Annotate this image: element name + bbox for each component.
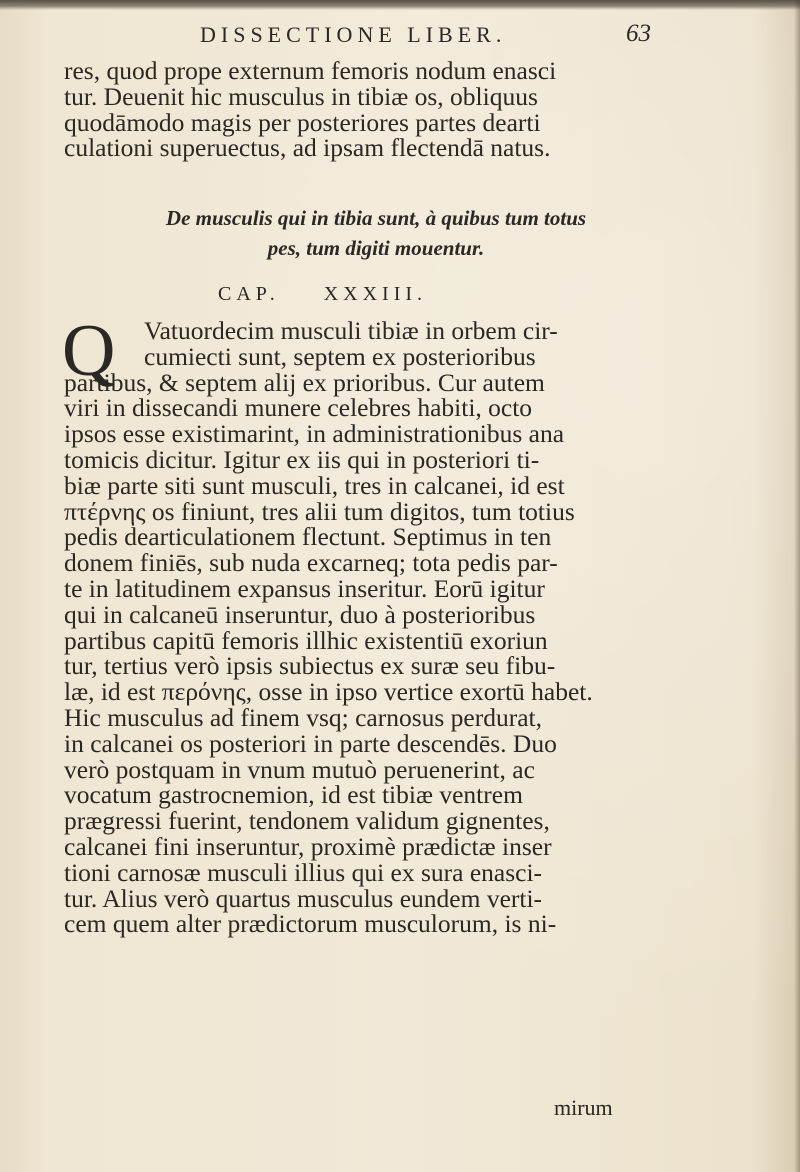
text-line: quodāmodo magis per posteriores partes dearti bbox=[64, 107, 541, 137]
catchword: mirum bbox=[554, 1095, 613, 1120]
running-head: DISSECTIONE LIBER. bbox=[200, 22, 507, 47]
drop-initial: Q bbox=[62, 310, 116, 392]
text-line: culationi superuectus, ad ipsam flectendā natus. bbox=[64, 133, 551, 163]
text-line: partibus, & septem alij ex prioribus. Cur autem bbox=[64, 367, 545, 397]
text-line: tioni carnosæ musculi illius qui ex sura enasci- bbox=[64, 857, 543, 887]
text-line: Hic musculus ad finem vsq; carnosus perdurat, bbox=[64, 702, 543, 732]
text-line: cem quem alter prædictorum musculorum, is ni- bbox=[64, 909, 557, 939]
text-line: calcanei fini inseruntur, proximè prædictæ inser bbox=[64, 831, 552, 861]
text-line: tomicis dicitur. Igitur ex iis qui in posteriori ti- bbox=[64, 444, 540, 474]
chapter-numeral: XXXIII. bbox=[323, 283, 428, 305]
text-line: vocatum gastrocnemion, id est tibiæ ventrem bbox=[64, 780, 523, 810]
page-gutter-shadow bbox=[794, 0, 800, 1172]
chapter-body bbox=[64, 318, 644, 937]
text-line: πτέρνης os finiunt, tres alii tum digitos, tum totius bbox=[64, 496, 575, 526]
chapter-heading-line: pes, tum digiti mouentur. bbox=[267, 236, 485, 260]
page-number: 63 bbox=[626, 20, 651, 47]
text-line: verò postquam in vnum mutuò peruenerint, ac bbox=[64, 754, 535, 784]
chapter-heading bbox=[96, 203, 656, 263]
chapter-heading-line: De musculis qui in tibia sunt, à quibus tum totus bbox=[165, 206, 587, 230]
text-line: partibus capitū femoris illhic existentiū exoriun bbox=[64, 625, 548, 655]
text-line: tur, tertius verò ipsis subiectus ex suræ seu fibu- bbox=[64, 651, 556, 681]
text-line: donem finiēs, sub nuda excarneq; tota pedis par- bbox=[64, 548, 558, 578]
text-line: Vatuordecim musculi tibiæ in orbem cir- bbox=[144, 316, 558, 345]
text-line: in calcanei os posteriori in parte descendēs. Duo bbox=[64, 728, 557, 758]
text-line: tur. Alius verò quartus musculus eundem verti- bbox=[64, 883, 543, 913]
text-line: qui in calcaneū inseruntur, duo à posterioribus bbox=[64, 599, 536, 629]
text-line: res, quod prope externum femoris nodum enasci bbox=[64, 56, 557, 85]
text-line: biæ parte siti sunt musculi, tres in calcanei, id est bbox=[64, 470, 565, 500]
paragraph-continued bbox=[64, 58, 644, 161]
text-line: pedis dearticulationem flectunt. Septimus in ten bbox=[64, 522, 552, 552]
text-line: cumiecti sunt, septem ex posterioribus bbox=[144, 341, 536, 371]
chapter-label: CAP. bbox=[218, 283, 280, 305]
page-top-edge bbox=[0, 0, 800, 10]
chapter-number bbox=[218, 283, 427, 306]
text-line: te in latitudinem expansus inseritur. Eorū igitur bbox=[64, 573, 545, 603]
text-line: læ, id est περόνης, osse in ipso vertice exortū habet. bbox=[64, 677, 593, 707]
text-line: ipsos esse existimarint, in administrationibus ana bbox=[64, 419, 565, 449]
text-line: viri in dissecandi munere celebres habiti, octo bbox=[64, 393, 533, 423]
text-line: tur. Deuenit hic musculus in tibiæ os, obliquus bbox=[64, 81, 538, 111]
text-line: prægressi fuerint, tendonem validum gignentes, bbox=[64, 806, 550, 836]
